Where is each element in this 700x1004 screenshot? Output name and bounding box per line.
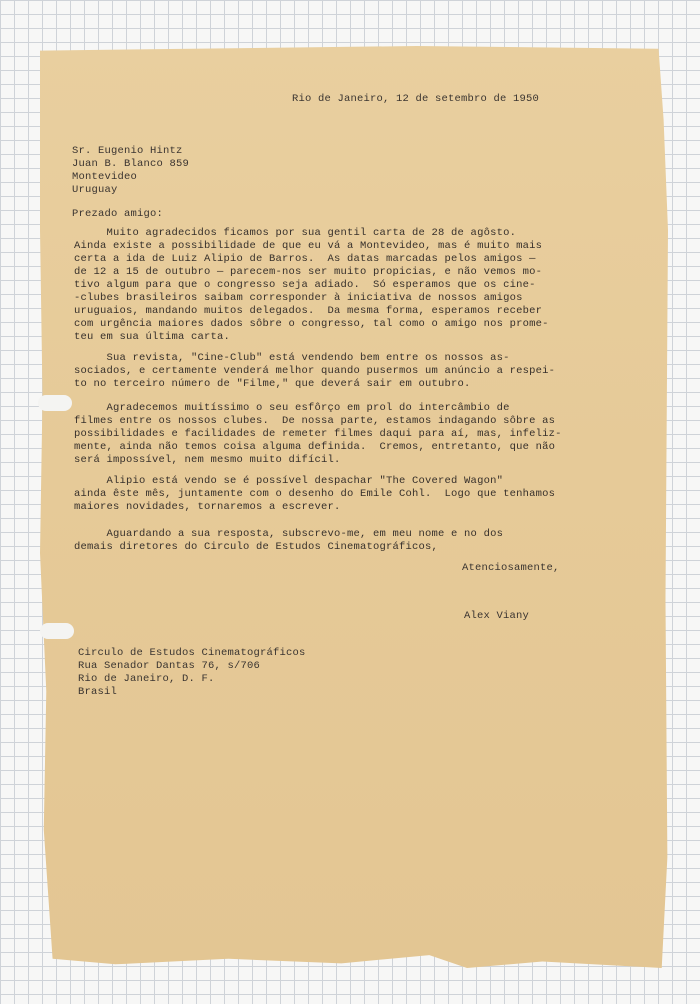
body-line: demais diretores do Circulo de Estudos Cinematográficos, <box>74 541 439 553</box>
body-line: Muito agradecidos ficamos por sua gentil carta de 28 de agôsto. <box>74 227 517 239</box>
sender-line: Brasil <box>78 686 118 698</box>
sender-line: Circulo de Estudos Cinematográficos <box>78 647 306 659</box>
recipient-line: Sr. Eugenio Hintz <box>72 145 183 157</box>
body-line: tivo algum para que o congresso seja adiado. Só esperamos que os cine- <box>74 279 536 291</box>
body-line: mente, ainda não temos coisa alguma definida. Cremos, entretanto, que não <box>74 441 556 453</box>
body-line: to no terceiro número de "Filme," que deverá sair em outubro. <box>74 378 471 390</box>
body-line: Ainda existe a possibilidade de que eu vá a Montevideo, mas é muito mais <box>74 240 543 252</box>
body-line: possibilidades e facilidades de remeter filmes daqui para aí, mas, infeliz- <box>74 428 562 440</box>
recipient-line: Juan B. Blanco 859 <box>72 158 190 170</box>
body-line: maiores novidades, tornaremos a escrever. <box>74 501 341 513</box>
punch-hole-upper <box>38 395 72 411</box>
body-line: uruguaios, mandando muitos delegados. Da mesma forma, esperamos receber <box>74 305 543 317</box>
body-line: sociados, e certamente venderá melhor quando pusermos um anúncio a respei- <box>74 365 556 377</box>
body-line: Agradecemos muitíssimo o seu esfôrço em prol do intercâmbio de <box>74 402 510 414</box>
salutation: Prezado amigo: <box>72 208 164 220</box>
body-line: Alipio está vendo se é possível despachar "The Covered Wagon" <box>74 475 504 487</box>
body-line: Aguardando a sua resposta, subscrevo-me, em meu nome e no dos <box>74 528 504 540</box>
punch-hole-lower <box>40 623 74 639</box>
recipient-line: Uruguay <box>72 184 118 196</box>
sender-line: Rua Senador Dantas 76, s/706 <box>78 660 261 672</box>
signature-name: Alex Viany <box>464 610 530 622</box>
body-line: será impossível, nem mesmo muito difícil. <box>74 454 341 466</box>
closing: Atenciosamente, <box>462 562 560 574</box>
body-line: filmes entre os nossos clubes. De nossa parte, estamos indagando sôbre as <box>74 415 556 427</box>
date-line: Rio de Janeiro, 12 de setembro de 1950 <box>292 93 540 105</box>
sender-line: Rio de Janeiro, D. F. <box>78 673 215 685</box>
body-line: certa a ida de Luiz Alipio de Barros. As datas marcadas pelos amigos — <box>74 253 536 265</box>
body-line: de 12 a 15 de outubro — parecem-nos ser muito propicias, e não vemos mo- <box>74 266 543 278</box>
body-line: com urgência maiores dados sôbre o congresso, tal como o amigo nos prome- <box>74 318 549 330</box>
recipient-line: Montevideo <box>72 171 138 183</box>
body-line: ainda êste mês, juntamente com o desenho do Emile Cohl. Logo que tenhamos <box>74 488 556 500</box>
body-line: Sua revista, "Cine-Club" está vendendo bem entre os nossos as- <box>74 352 510 364</box>
body-line: teu em sua última carta. <box>74 331 231 343</box>
body-line: -clubes brasileiros saibam corresponder à iniciativa de nossos amigos <box>74 292 523 304</box>
